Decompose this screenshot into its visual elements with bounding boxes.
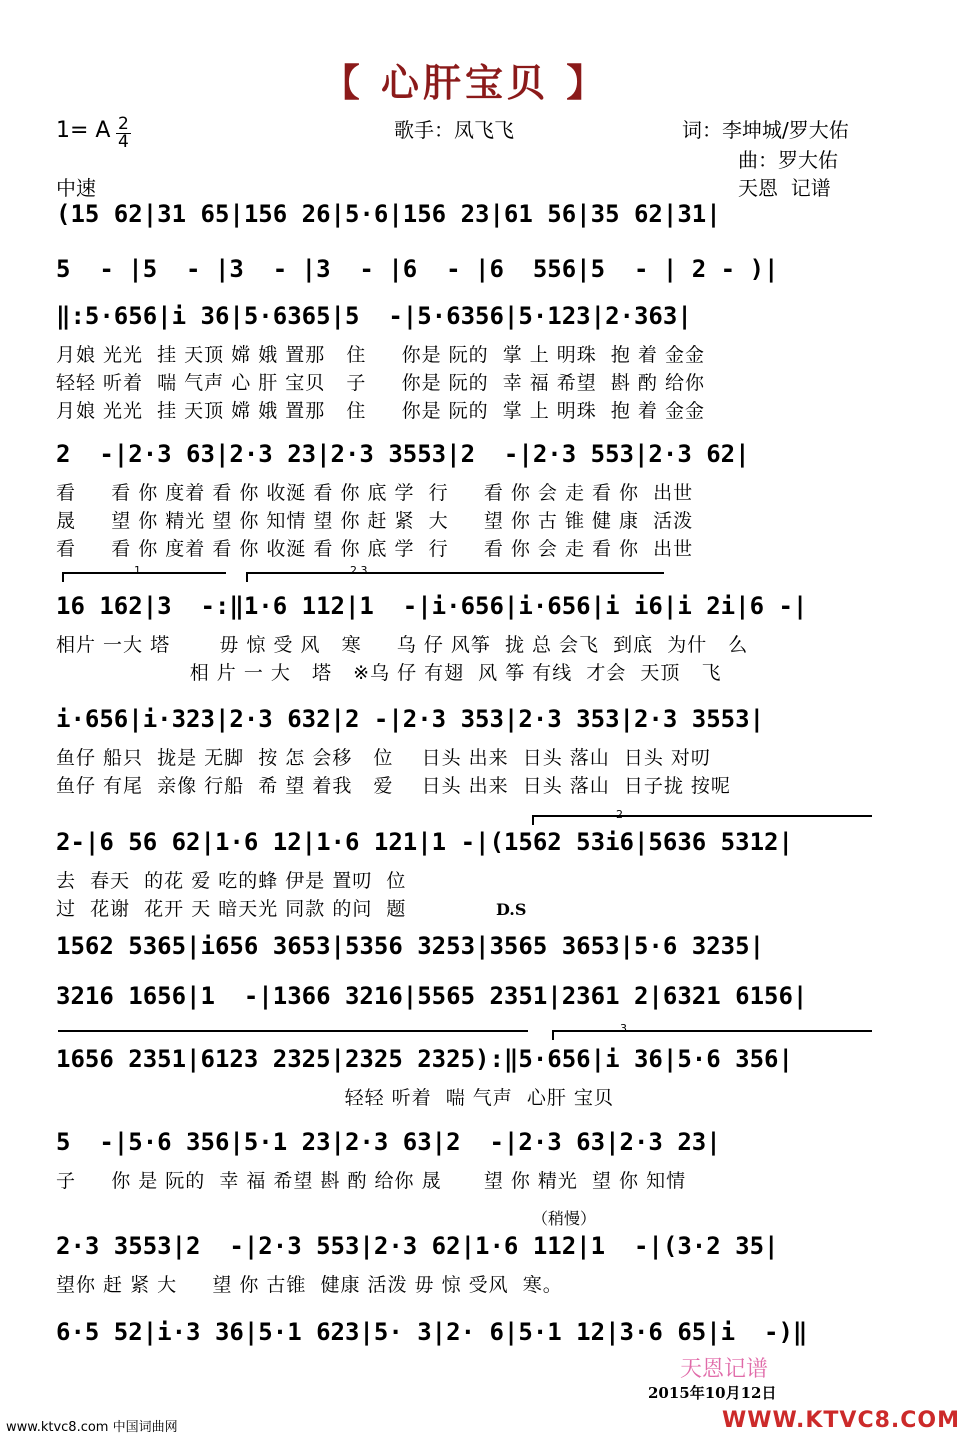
notation-row: 1656 2351|6123 2325|2325 2325):‖5·656|i 36|5·6 356| [56,1045,793,1073]
transcriber-stamp: 天恩记谱 [680,1357,769,1382]
lyric-line: 轻轻 听着 喘 气声 心肝 宝贝 [56,1087,614,1109]
singer-label: 歌手：凤飞飞 [394,118,514,142]
interlude-line [58,1030,528,1040]
tempo-label: 中速 [56,176,96,200]
lyric-line: 子 你 是 阮的 幸 福 希望 斟 酌 给你 晟 望 你 精光 望 你 知情 [56,1170,687,1192]
lyric-line: 相 片 一 大 塔 ※乌 仔 有翅 风 筝 有线 才会 天顶 飞 [56,662,722,684]
lyric-line: 看 看 你 度着 看 你 收涎 看 你 底 学 行 看 你 会 走 看 你 出世 [56,482,694,504]
time-denominator: 4 [118,132,129,152]
notation-row: 2·3 3553|2 -|2·3 553|2·3 62|1·6 112|1 -|(3·2 35| [56,1232,779,1260]
key-signature: 1= A [56,118,111,143]
volta-1-label: 1 [134,564,141,577]
notation-row: 2 -|2·3 63|2·3 23|2·3 3553|2 -|2·3 553|2·3 62| [56,440,750,468]
notation-row: 16 162|3 -:‖1·6 112|1 -|i·656|i·656|i i6|i 2i|6 -| [56,592,808,620]
notation-row: 5 - |5 - |3 - |3 - |6 - |6 556|5 - | 2 - )| [56,255,779,283]
volta-interlude-label: 2 [616,808,623,821]
slow-mark: （稍慢） [532,1209,597,1228]
volta-2-3 [246,572,664,582]
notation-row: 5 -|5·6 356|5·1 23|2·3 63|2 -|2·3 63|2·3 23| [56,1128,721,1156]
volta-interlude [532,815,872,825]
lyric-line: 鱼仔 船只 拢是 无脚 按 怎 会移 位 日头 出来 日头 落山 日头 对叨 [56,747,711,769]
volta-3-label: 3 [620,1022,627,1035]
notation-row: 2-|6 56 62|1·6 12|1·6 121|1 -|(1562 53i6|5636 5312| [56,828,793,856]
lyric-line: 轻轻 听着 喘 气声 心 肝 宝贝 子 你是 阮的 幸 福 希望 斟 酌 给你 [56,372,705,394]
volta-2-3-label: 2 3 [350,564,368,577]
time-numerator: 2 [118,114,129,134]
date-label: 2015年10月12日 [648,1384,777,1402]
lyric-line: 去 春天 的花 爱 吃的蜂 伊是 置叨 位 [56,870,407,892]
volta-3 [552,1030,872,1040]
lyric-line: 晟 望 你 精光 望 你 知情 望 你 赶 紧 大 望 你 古 锥 健 康 活泼 [56,510,694,532]
transcriber-label: 天恩 记谱 [738,176,831,200]
time-signature [116,116,131,151]
song-title: 【 心肝宝贝 】 [321,61,609,105]
footer-site-left[interactable]: www.ktvc8.com 中国词曲网 [6,1420,178,1435]
lyric-line: 看 看 你 度着 看 你 收涎 看 你 底 学 行 看 你 会 走 看 你 出世 [56,538,694,560]
lyric-line: 望你 赶 紧 大 望 你 古锥 健康 活泼 毋 惊 受风 寒。 [56,1274,563,1296]
ds-mark: D.S [496,900,527,919]
lyric-line: 鱼仔 有尾 亲像 行船 希 望 着我 爱 日头 出来 日头 落山 日子拢 按呢 [56,775,731,797]
volta-1 [62,572,226,582]
footer-site-right[interactable]: WWW.KTVC8.COM [722,1408,960,1433]
notation-row: 3216 1656|1 -|1366 3216|5565 2351|2361 2|6321 6156| [56,982,808,1010]
notation-row: 6·5 52|i·3 36|5·1 623|5· 3|2· 6|5·1 12|3·6 65|i -)‖ [56,1318,808,1346]
lyric-line: 月娘 光光 挂 天顶 嫦 娥 置那 住 你是 阮的 掌 上 明珠 抱 着 金金 [56,400,705,422]
composer-label: 曲：罗大佑 [738,148,838,172]
notation-row: 1562 5365|i656 3653|5356 3253|3565 3653|5·6 3235| [56,932,765,960]
lyric-line: 相片 一大 塔 毋 惊 受 风 寒 乌 仔 风筝 拢 总 会飞 到底 为什 么 [56,634,749,656]
lyric-line: 月娘 光光 挂 天顶 嫦 娥 置那 住 你是 阮的 掌 上 明珠 抱 着 金金 [56,344,705,366]
notation-row: i·656|i·323|2·3 632|2 -|2·3 353|2·3 353|2·3 3553| [56,705,765,733]
notation-row: (15 62|31 65|156 26|5·6|156 23|61 56|35 62|31| [56,200,721,228]
lyricist-label: 词：李坤城/罗大佑 [682,118,849,142]
notation-row: ‖:5·656|i 36|5·6365|5 -|5·6356|5·123|2·363| [56,302,692,330]
lyric-line: 过 花谢 花开 天 暗天光 同款 的问 题 [56,898,414,920]
